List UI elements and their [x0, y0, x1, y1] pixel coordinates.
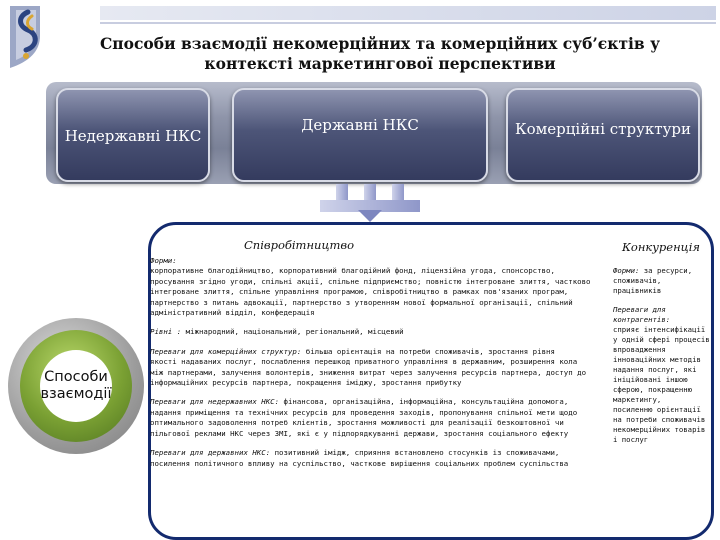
text-line: партнерство з питань адвокації, партнерство з утворенням нової формальної організації, спільний	[150, 297, 573, 307]
category-commercial	[506, 88, 700, 182]
text-line: корпоративне благодійництво, корпоративний благодійний фонд, ліцензійна угода, спонсорство,	[150, 266, 555, 276]
header-bar	[100, 6, 716, 20]
levels-line	[150, 327, 602, 337]
text-line: інноваційних методів	[613, 355, 701, 364]
text-line: і послуг	[613, 435, 649, 444]
category-label: Державні НКС	[301, 116, 419, 134]
text-line: за ресурси,	[643, 266, 693, 275]
text-line: маркетингу,	[613, 395, 662, 404]
competition-column	[613, 266, 710, 445]
nonstate-label: Переваги для недержавних НКС:	[150, 397, 280, 407]
text-line: сферою, покращенню	[613, 385, 693, 394]
category-label: Комерційні структури	[514, 120, 691, 138]
text-line: більша орієнтація на потреби споживачів, зростання рівня	[305, 346, 555, 356]
commercial-line	[150, 347, 602, 357]
text-line: між партнерами, залучення волонтерів, зниження витрат через залучення ресурсів партнера, доступ до	[150, 367, 587, 377]
text-line: надання послуг, які	[613, 365, 697, 374]
text-line: адміністративний відділ, конфедерація	[150, 308, 315, 318]
header-rule	[100, 22, 716, 24]
text-line: інтегроване злиття, спільне управління програмою, співробітництво в рамках пов'язаних програм,	[150, 287, 569, 297]
advantages-label-2: контрагентів:	[613, 315, 671, 324]
forms-label: Форми:	[150, 256, 177, 265]
text-line: фінансова, організаційна, інформаційна, консультаційна допомога,	[283, 397, 569, 407]
text-line: оптимального задоволення потреб клієнтів, зростання можливості для реалізації безкоштовної чи	[150, 418, 564, 428]
text-line: пільгової реклами НКС через ЗМІ, які є у підпорядкуванні держави, зростання соціального ефекту	[150, 428, 569, 438]
category-nonstate-nks	[56, 88, 210, 182]
forms-label: Форми:	[613, 266, 640, 275]
competition-heading: Конкуренція	[622, 240, 700, 254]
text-line: на потреби споживачів	[613, 415, 706, 424]
text-line: споживачів,	[613, 276, 662, 285]
text-line: впровадження	[613, 345, 666, 354]
down-arrow-icon	[358, 210, 382, 222]
text-line: надання приміщення та технічних ресурсів для проведення заходів, пропонування спільної мети щодо	[150, 407, 578, 417]
text-line: некомерційних товарів	[613, 425, 706, 434]
logo-emblem	[2, 2, 76, 74]
text-line: ініційовані іншою	[613, 375, 688, 384]
center-label	[40, 350, 112, 422]
text-line: посиленню орієнтації	[613, 405, 701, 414]
levels-label: Рівні :	[150, 327, 182, 337]
cooperation-heading: Співробітництво	[244, 238, 354, 252]
text-line: працівників	[613, 286, 662, 295]
category-label: Недержавні НКС	[64, 127, 202, 145]
category-state-nks	[232, 88, 488, 182]
text-line: інформаційних ресурсів партнера, покращення іміджу, зростання прибутку	[150, 378, 462, 388]
text-line: позитивний імідж, сприяння встановлено стосунків із споживачами,	[274, 448, 560, 458]
state-line	[150, 448, 602, 458]
text-line: просування згідно угоди, спільні акції, спільне підприємство; повністю інтегроване злиття, частково	[150, 276, 591, 286]
text-line: у одній сфері процесів	[613, 335, 710, 344]
slide-title: Способи взаємодії некомерційних та комерційних суб’єктів у контексті маркетингової перспективи	[99, 34, 661, 73]
cooperation-column	[150, 256, 602, 469]
levels-text: міжнародний, національний, регіональний, місцевий	[185, 327, 404, 337]
commercial-label: Переваги для комерційних структур:	[150, 346, 302, 356]
text-line: якості надаваних послуг, послаблення перешкод приватного управління в державним, розширення кола	[150, 357, 578, 367]
advantages-label: Переваги для	[613, 305, 666, 314]
text-line: посилення політичного впливу на суспільство, часткове вирішення соціальних проблем суспільства	[150, 458, 569, 468]
interaction-circle	[8, 318, 144, 454]
state-label: Переваги для державних НКС:	[150, 448, 271, 458]
text-line: сприяє інтенсифікації	[613, 325, 706, 334]
nonstate-line	[150, 397, 602, 407]
center-label-text: Способи взаємодії	[40, 369, 112, 402]
